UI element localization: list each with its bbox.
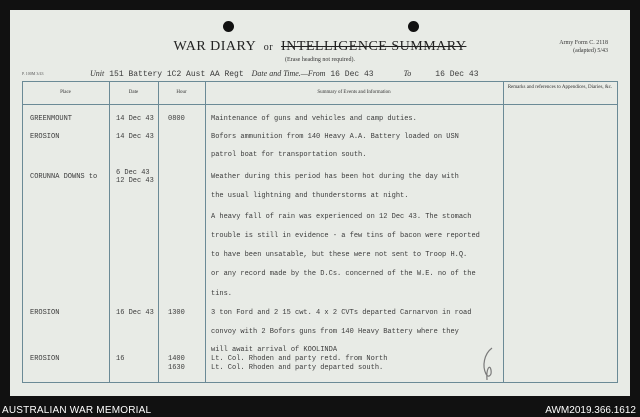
to-label: To xyxy=(403,69,412,78)
entry-place: GREENMOUNT xyxy=(30,115,73,123)
col-rule-hour xyxy=(205,81,206,383)
header-place: Place xyxy=(60,90,71,95)
to-date: 16 Dec 43 xyxy=(435,70,479,79)
from-date: 16 Dec 43 xyxy=(330,70,374,79)
entry-text: patrol boat for transportation south. xyxy=(211,151,367,159)
entry-text: will await arrival of KOOLINDA xyxy=(211,346,338,354)
col-rule-date xyxy=(158,81,159,383)
army-form-adapted: (adapted) 5/43 xyxy=(573,48,608,54)
handwritten-initial xyxy=(478,344,500,384)
header-summary: Summary of Events and Information xyxy=(317,90,391,95)
title-or: or xyxy=(263,42,274,53)
title-main: WAR DIARY xyxy=(173,39,256,54)
army-form-number: Army Form C. 2118 xyxy=(559,40,608,46)
title-struck: INTELLIGENCE SUMMARY xyxy=(281,39,467,54)
entry-hour: 1400 xyxy=(168,355,185,363)
entry-date: 16 Dec 43 xyxy=(116,309,154,317)
col-rule-right xyxy=(617,81,618,383)
print-code: P. 100M 3/43 xyxy=(22,71,44,76)
army-form-id xyxy=(559,39,608,55)
entry-text: Weather during this period has been hot during the day with xyxy=(211,173,459,181)
entry-date: 14 Dec 43 xyxy=(116,115,154,123)
entry-text: A heavy fall of rain was experienced on 12 Dec 43. The stomach xyxy=(211,213,472,221)
entry-date: 12 Dec 43 xyxy=(116,177,154,185)
entry-text: convoy with 2 Bofors guns from 140 Heavy Battery where they xyxy=(211,328,459,336)
unit-label: Unit xyxy=(90,69,105,78)
entry-date: 14 Dec 43 xyxy=(116,133,154,141)
entry-place: EROSION xyxy=(30,355,60,363)
table-bottom-rule xyxy=(22,382,618,383)
header-date: Date xyxy=(128,90,139,95)
entry-place: CORUNNA DOWNS to xyxy=(30,173,98,181)
col-rule-left xyxy=(22,81,23,383)
entry-text: 3 ton Ford and 2 15 cwt. 4 x 2 CVTs departed Carnarvon in road xyxy=(211,309,472,317)
entry-date: 16 xyxy=(116,355,125,363)
entry-text: Lt. Col. Rhoden and party departed south. xyxy=(211,364,384,372)
unit-line xyxy=(90,69,485,79)
header-remarks: Remarks and references to Appendices, Diaries, &c. xyxy=(507,85,613,90)
date-label: Date and Time.—From xyxy=(251,69,326,78)
entry-text: trouble is still in evidence - a few tins of bacon were reported xyxy=(211,232,480,240)
entry-date: 6 Dec 43 xyxy=(116,169,150,177)
entry-hour: 0800 xyxy=(168,115,185,123)
header-bottom-rule xyxy=(22,104,618,105)
entry-place: EROSION xyxy=(30,133,60,141)
header-hour: Hour xyxy=(176,90,187,95)
entry-hour: 1630 xyxy=(168,364,185,372)
entry-text: to have been unsatable, but these were not sent to Troop H.Q. xyxy=(211,251,468,259)
entry-text: the usual lightning and thunderstorms at night. xyxy=(211,192,409,200)
punch-hole-left xyxy=(223,21,234,32)
form-subtitle: (Erase heading not required). xyxy=(285,57,355,63)
col-rule-place xyxy=(109,81,110,383)
entry-place: EROSION xyxy=(30,309,60,317)
footer-reference: AWM2019.366.1612 xyxy=(545,405,636,416)
entry-text: or any record made by the D.Cs. concerned of the W.E. no of the xyxy=(211,270,476,278)
table-top-rule xyxy=(22,81,618,82)
diary-sheet xyxy=(10,10,630,396)
footer-credit: AUSTRALIAN WAR MEMORIAL xyxy=(2,405,152,416)
entry-text: Maintenance of guns and vehicles and camp duties. xyxy=(211,115,417,123)
entry-text: tins. xyxy=(211,290,233,298)
unit-value: 151 Battery 1C2 Aust AA Regt xyxy=(109,70,244,79)
punch-hole-right xyxy=(408,21,419,32)
entry-text: Bofors ammunition from 140 Heavy A.A. Battery loaded on USN xyxy=(211,133,459,141)
entry-hour: 1300 xyxy=(168,309,185,317)
form-title xyxy=(10,39,630,55)
col-rule-summary xyxy=(503,81,504,383)
entry-text: Lt. Col. Rhoden and party retd. from North xyxy=(211,355,388,363)
